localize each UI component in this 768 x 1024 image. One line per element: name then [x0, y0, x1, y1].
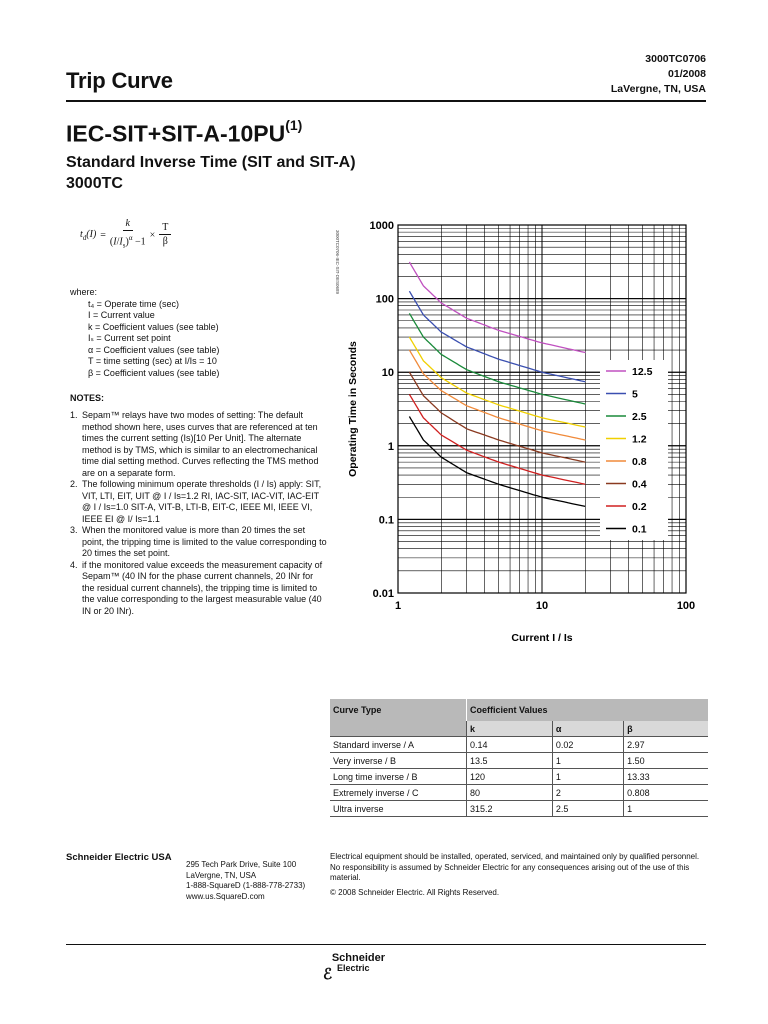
y-tick-label: 1: [387, 440, 394, 453]
formula-t-fraction: [159, 222, 171, 249]
notes-list: [70, 410, 328, 617]
table-subheader-k: k: [467, 721, 553, 737]
logo-mark-icon: ℰ: [323, 966, 333, 983]
legend-box: [600, 360, 668, 540]
header-meta: [611, 52, 706, 97]
footer-legal: [330, 852, 710, 898]
legend-label: 1.2: [632, 433, 647, 446]
definition-item: β = Coefficient values (see table): [88, 367, 220, 378]
doc-number: 3000TC0706: [645, 53, 706, 65]
logo-line1: Schneider: [331, 952, 385, 964]
phone-line: 1-888-SquareD (1-888-778-2733): [186, 881, 306, 890]
trip-formula: [80, 218, 171, 252]
footer-divider: [66, 944, 706, 945]
trip-curve-chart: [320, 210, 720, 650]
footer-company: Schneider Electric USA: [66, 852, 172, 863]
notes-title: NOTES:: [70, 393, 105, 403]
legend-label: 5: [632, 388, 638, 401]
table-row: Ultra inverse 315.2 2.5 1: [330, 801, 708, 817]
table-row: Standard inverse / A 0.14 0.02 2.97: [330, 737, 708, 753]
note-item: 3. When the monitored value is more than 20 times the set point, the tripping time is limited to the value corresponding to 20 times the set point.: [70, 525, 327, 558]
table-row: Extremely inverse / C 80 2 0.808: [330, 785, 708, 801]
x-tick-label: 100: [676, 600, 696, 612]
x-tick-label: 1: [394, 600, 402, 612]
legend-label: 0.4: [632, 478, 647, 491]
series-line-12.5: [409, 262, 585, 353]
note-item: 4. if the monitored value exceeds the measurement capacity of Sepam™ (40 IN for the phase current channels, 20 INr for the residual current channels), the tripping time is limited to the value corresponding to the largest measurable value (40 IN or 20 INr).: [70, 559, 323, 616]
copyright-text: © 2008 Schneider Electric. All Rights Reserved.: [330, 887, 500, 897]
address-line: LaVergne, TN, USA: [186, 870, 257, 880]
formula-t-den: β: [162, 235, 168, 247]
legend-label: 12.5: [632, 366, 653, 378]
legend-label: 0.2: [632, 501, 647, 513]
note-item: 2. The following minimum operate thresholds (I / Is) apply: SIT, VIT, LTI, EIT, UIT @ I / Is=1.2 RI, IAC-SIT, IAC-VIT, IAC-EIT @ I / Is=1.0 SIT-A, VIT-B, LTI-B, EIT-C, IEEE MI, IEEE VI, IEEE EI @ I/ Is=1.1: [70, 479, 322, 524]
definition-item: k = Coefficient values (see table): [88, 321, 219, 332]
formula-denominator: $(I/I_s)^\alpha -1$: [109, 234, 146, 250]
formula-times: ×: [149, 229, 156, 241]
chart-side-code: 3000TC0706-IEC-SIT-DES0689: [335, 230, 340, 295]
table-header-curve-type: Curve Type: [330, 699, 467, 721]
chart-legend: [600, 360, 668, 540]
legal-text: Electrical equipment should be installed, operated, serviced, and maintained only by qualified personnel. No responsibility is assumed by Schneider Electric for any consequences arising out of the use of this material.: [330, 852, 700, 882]
table-subheader-beta: β: [624, 721, 708, 737]
formula-fraction: [110, 218, 146, 252]
footer-address: [186, 860, 305, 902]
schneider-logo: [315, 952, 385, 986]
series-line-5: [409, 291, 585, 382]
formula-t-num: T: [159, 222, 171, 235]
y-axis-label: Operating Time in Seconds: [347, 341, 359, 477]
formula-definitions: [70, 287, 219, 379]
table-header-coefficients: Coefficient Values: [467, 699, 709, 721]
curve-model: 3000TC: [66, 175, 123, 192]
series-line-1.2: [409, 337, 585, 427]
doc-location: LaVergne, TN, USA: [610, 83, 706, 95]
address-line: 295 Tech Park Drive, Suite 100: [186, 860, 297, 869]
header-divider: [66, 100, 706, 102]
logo-line2: Electric: [337, 963, 370, 973]
y-tick-label: 0.01: [372, 588, 394, 600]
curve-subtitle: Standard Inverse Time (SIT and SIT-A): [66, 154, 356, 171]
where-intro: where:: [70, 287, 98, 297]
formula-lhs: $t_d(I)$: [80, 228, 97, 242]
coefficient-table: [330, 699, 708, 817]
legend-label: 0.8: [632, 456, 647, 468]
table-row: Long time inverse / B 120 1 13.33: [330, 769, 708, 785]
curve-name-footnote: (1): [285, 117, 303, 133]
definition-item: Iₛ = Current set point: [88, 333, 171, 343]
legend-label: 2.5: [632, 411, 647, 423]
y-tick-label: 100: [375, 293, 394, 306]
curve-name: [66, 117, 303, 148]
doc-date: 01/2008: [668, 68, 706, 80]
x-tick-label: 10: [535, 600, 549, 612]
y-tick-label: 10: [381, 367, 394, 380]
formula-eq: =: [100, 229, 106, 241]
note-item: 1. Sepam™ relays have two modes of setting: The default method shown here, uses curves that are referenced at ten times the current setting (Is)[10 Per Unit]. The alternate method is by TMS, which is similar to an electromechanical time dial setting method. Curves reflecting the TMS method are on a separate form.: [70, 410, 319, 478]
definition-item: α = Coefficient values (see table): [88, 344, 220, 355]
definition-item: I = Current value: [88, 310, 155, 320]
definition-item: T = time setting (sec) at I/Is = 10: [88, 356, 217, 366]
y-tick-label: 1000: [369, 220, 394, 232]
page-title: Trip Curve: [66, 68, 173, 93]
formula-numerator: k: [123, 218, 133, 231]
y-tick-label: 0.1: [378, 514, 394, 527]
website-link[interactable]: www.us.SquareD.com: [186, 891, 265, 901]
x-axis-label: Current I / Is: [511, 632, 573, 644]
curve-name-text: IEC-SIT+SIT-A-10PU: [66, 120, 286, 147]
legend-label: 0.1: [632, 523, 647, 536]
series-line-0.8: [409, 350, 585, 440]
table-row: Very inverse / B 13.5 1 1.50: [330, 753, 708, 769]
definition-item: t₄ = Operate time (sec): [88, 298, 179, 309]
table-subheader-empty: [330, 721, 467, 737]
table-subheader-alpha: α: [552, 721, 623, 737]
